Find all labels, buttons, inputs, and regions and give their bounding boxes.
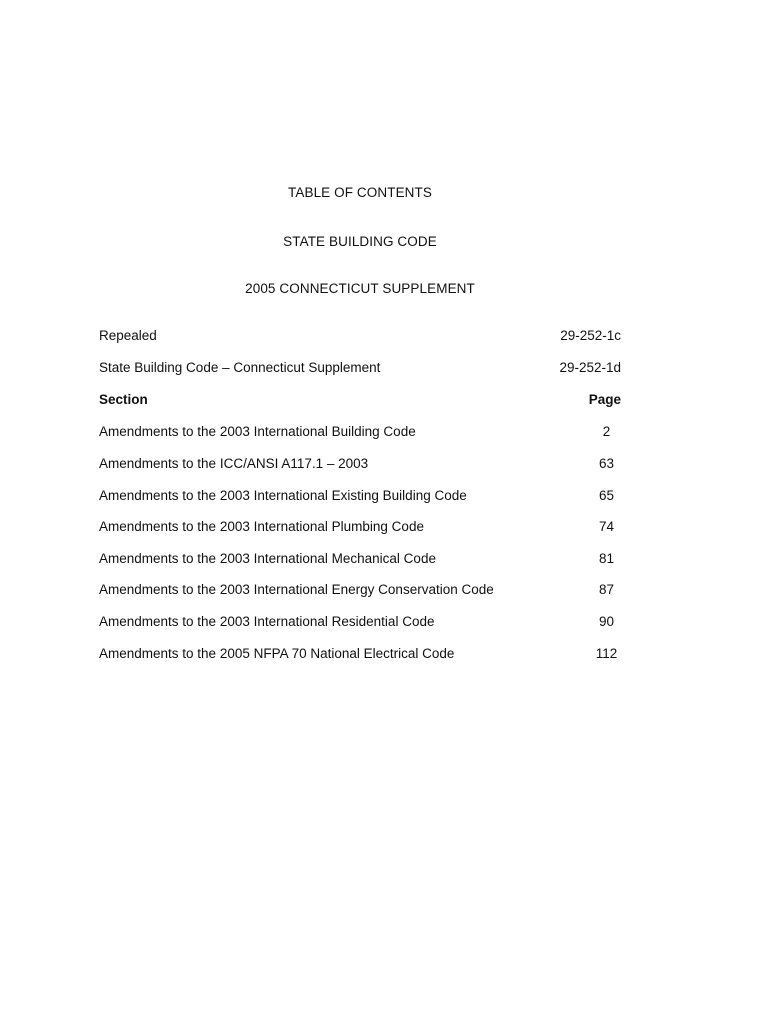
toc-entry xyxy=(99,646,629,664)
entry-label: Amendments to the 2003 International Residential Code xyxy=(99,614,435,629)
entry-label: Amendments to the 2005 NFPA 70 National Electrical Code xyxy=(99,646,455,661)
entry-page: 63 xyxy=(598,456,615,471)
entry-page: 81 xyxy=(598,551,615,566)
entry-page: 112 xyxy=(595,646,618,661)
toc-entry xyxy=(99,551,629,569)
toc-title: TABLE OF CONTENTS xyxy=(288,185,432,200)
section-column-header: Section xyxy=(99,392,148,407)
code-title: STATE BUILDING CODE xyxy=(283,234,437,249)
toc-entry xyxy=(99,424,629,442)
entry-label: Amendments to the 2003 International Existing Building Code xyxy=(99,488,467,503)
entry-label: Amendments to the 2003 International Plumbing Code xyxy=(99,519,424,534)
statute-label: Repealed xyxy=(99,328,157,343)
entry-label: Amendments to the 2003 International Mechanical Code xyxy=(99,551,436,566)
entry-page: 74 xyxy=(598,519,615,534)
toc-entry xyxy=(99,488,629,506)
toc-entry xyxy=(99,456,629,474)
statute-row-repealed xyxy=(99,328,629,346)
entry-label: Amendments to the 2003 International Building Code xyxy=(99,424,416,439)
toc-entry xyxy=(99,519,629,537)
column-header-row xyxy=(99,392,629,410)
statute-ref: 29-252-1c xyxy=(560,328,621,343)
statute-ref: 29-252-1d xyxy=(559,360,621,375)
statute-label: State Building Code – Connecticut Supplement xyxy=(99,360,381,375)
entry-label: Amendments to the 2003 International Energy Conservation Code xyxy=(99,582,494,597)
entry-page: 87 xyxy=(598,582,615,597)
entry-page: 90 xyxy=(598,614,615,629)
page-column-header: Page xyxy=(588,392,621,407)
toc-entry xyxy=(99,614,629,632)
toc-entry xyxy=(99,582,629,600)
entry-label: Amendments to the ICC/ANSI A117.1 – 2003 xyxy=(99,456,369,471)
entry-page: 65 xyxy=(598,488,615,503)
statute-row-supplement xyxy=(99,360,629,378)
entry-page: 2 xyxy=(602,424,611,439)
supplement-title: 2005 CONNECTICUT SUPPLEMENT xyxy=(245,281,475,296)
